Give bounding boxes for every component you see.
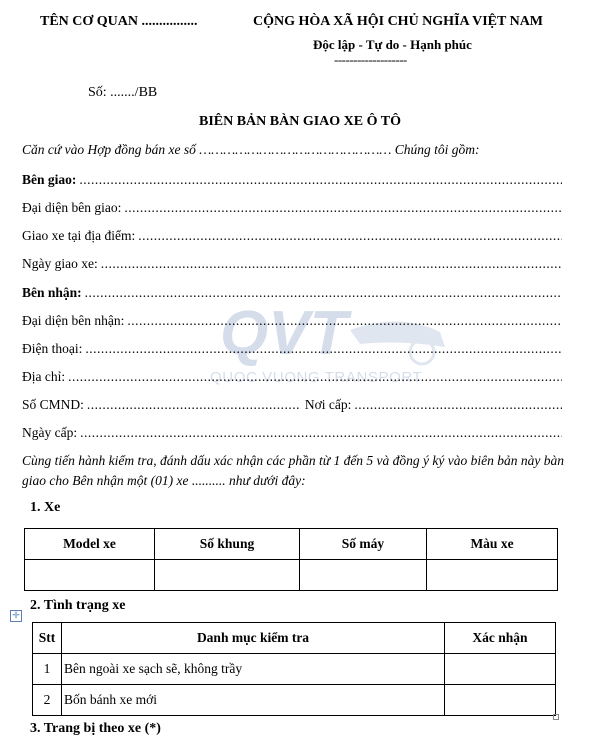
intro-parties: Chúng tôi gồm: [394,142,480,157]
table-header-row [33,623,556,654]
fill-line[interactable] [138,228,562,244]
motto-underline: ------------------- [334,52,407,67]
cell-confirm[interactable] [445,654,556,685]
col-danh-muc: Danh mục kiểm tra [62,623,445,654]
col-model: Model xe [25,529,155,560]
label-noi-cap: Nơi cấp: [304,397,352,412]
fill-line[interactable] [85,341,562,357]
table-header-row [25,529,558,560]
col-so-may: Số máy [300,529,427,560]
label-ben-giao: Bên giao: [22,172,77,187]
label-dien-thoai: Điện thoại: [22,341,83,356]
col-stt: Stt [33,623,62,654]
page-title: BIÊN BẢN BÀN GIAO XE Ô TÔ [198,114,401,129]
field-dia-chi [22,369,562,385]
field-ngay-cap [22,425,562,441]
label-ngay-giao: Ngày giao xe: [22,256,98,271]
fill-line[interactable] [354,397,562,413]
intro-contract: Căn cứ vào Hợp đồng bán xe số ………………………………………… [22,142,392,157]
col-mau-xe: Màu xe [427,529,558,560]
cell-model[interactable] [25,560,155,591]
section3-heading: 3. Trang bị theo xe (*) [30,721,161,736]
fill-line[interactable] [80,425,562,441]
cell-confirm[interactable] [445,685,556,716]
field-dai-dien-giao [22,200,562,216]
field-dia-diem [22,228,562,244]
cell-so-khung[interactable] [155,560,300,591]
fill-line[interactable] [101,256,562,272]
fill-line[interactable] [87,397,301,413]
section2-heading: 2. Tình trạng xe [30,598,126,613]
cell-item: Bên ngoài xe sạch sẽ, không trầy [62,654,445,685]
org-name: TÊN CƠ QUAN ................ [40,14,198,29]
label-dai-dien-nhan: Đại diện bên nhận: [22,313,125,328]
col-so-khung: Số khung [155,529,300,560]
cell-stt: 1 [33,654,62,685]
field-dien-thoai [22,341,562,357]
label-dia-diem: Giao xe tại địa điểm: [22,228,136,243]
nation-title: CỘNG HÒA XÃ HỘI CHỦ NGHĨA VIỆT NAM [253,14,544,29]
fill-line[interactable] [79,172,562,188]
fill-line[interactable] [127,313,562,329]
watermark-text: QUOC VUONG TRANSPORT [210,369,423,386]
label-ben-nhan: Bên nhận: [22,285,82,300]
field-cmnd [22,397,562,413]
fill-line[interactable] [85,285,562,301]
table-row [33,685,556,716]
cell-stt: 2 [33,685,62,716]
motto: Độc lập - Tự do - Hạnh phúc [313,37,472,52]
section1-heading: 1. Xe [30,500,61,515]
table-row [25,560,558,591]
field-ben-giao [22,172,562,188]
label-dai-dien-giao: Đại diện bên giao: [22,200,122,215]
inspection-paragraph: Cùng tiến hành kiểm tra, đánh dấu xác nhận các phần từ 1 đến 5 và đồng ý ký vào biên bản này bàn giao cho Bên nhận một (01) xe .......... như dưới đây: [22,453,565,488]
watermark-logo: QVT [220,299,348,368]
col-xac-nhan: Xác nhận [445,623,556,654]
fill-line[interactable] [68,369,562,385]
doc-number: Số: ......./BB [88,85,158,100]
field-ngay-giao [22,256,562,272]
vehicle-table [24,528,558,591]
cell-mau-xe[interactable] [427,560,558,591]
cell-so-may[interactable] [300,560,427,591]
field-ben-nhan [22,285,562,301]
condition-table [32,622,556,716]
table-row [33,654,556,685]
label-ngay-cap: Ngày cấp: [22,425,78,440]
label-dia-chi: Địa chỉ: [22,369,66,384]
fill-line[interactable] [124,200,562,216]
table-move-handle-icon[interactable]: ✛ [10,610,22,622]
label-cmnd: Số CMND: [22,397,84,412]
intro-line [22,142,480,158]
cell-item: Bốn bánh xe mới [62,685,445,716]
table-resize-handle-icon[interactable] [553,714,559,720]
field-dai-dien-nhan [22,313,562,329]
